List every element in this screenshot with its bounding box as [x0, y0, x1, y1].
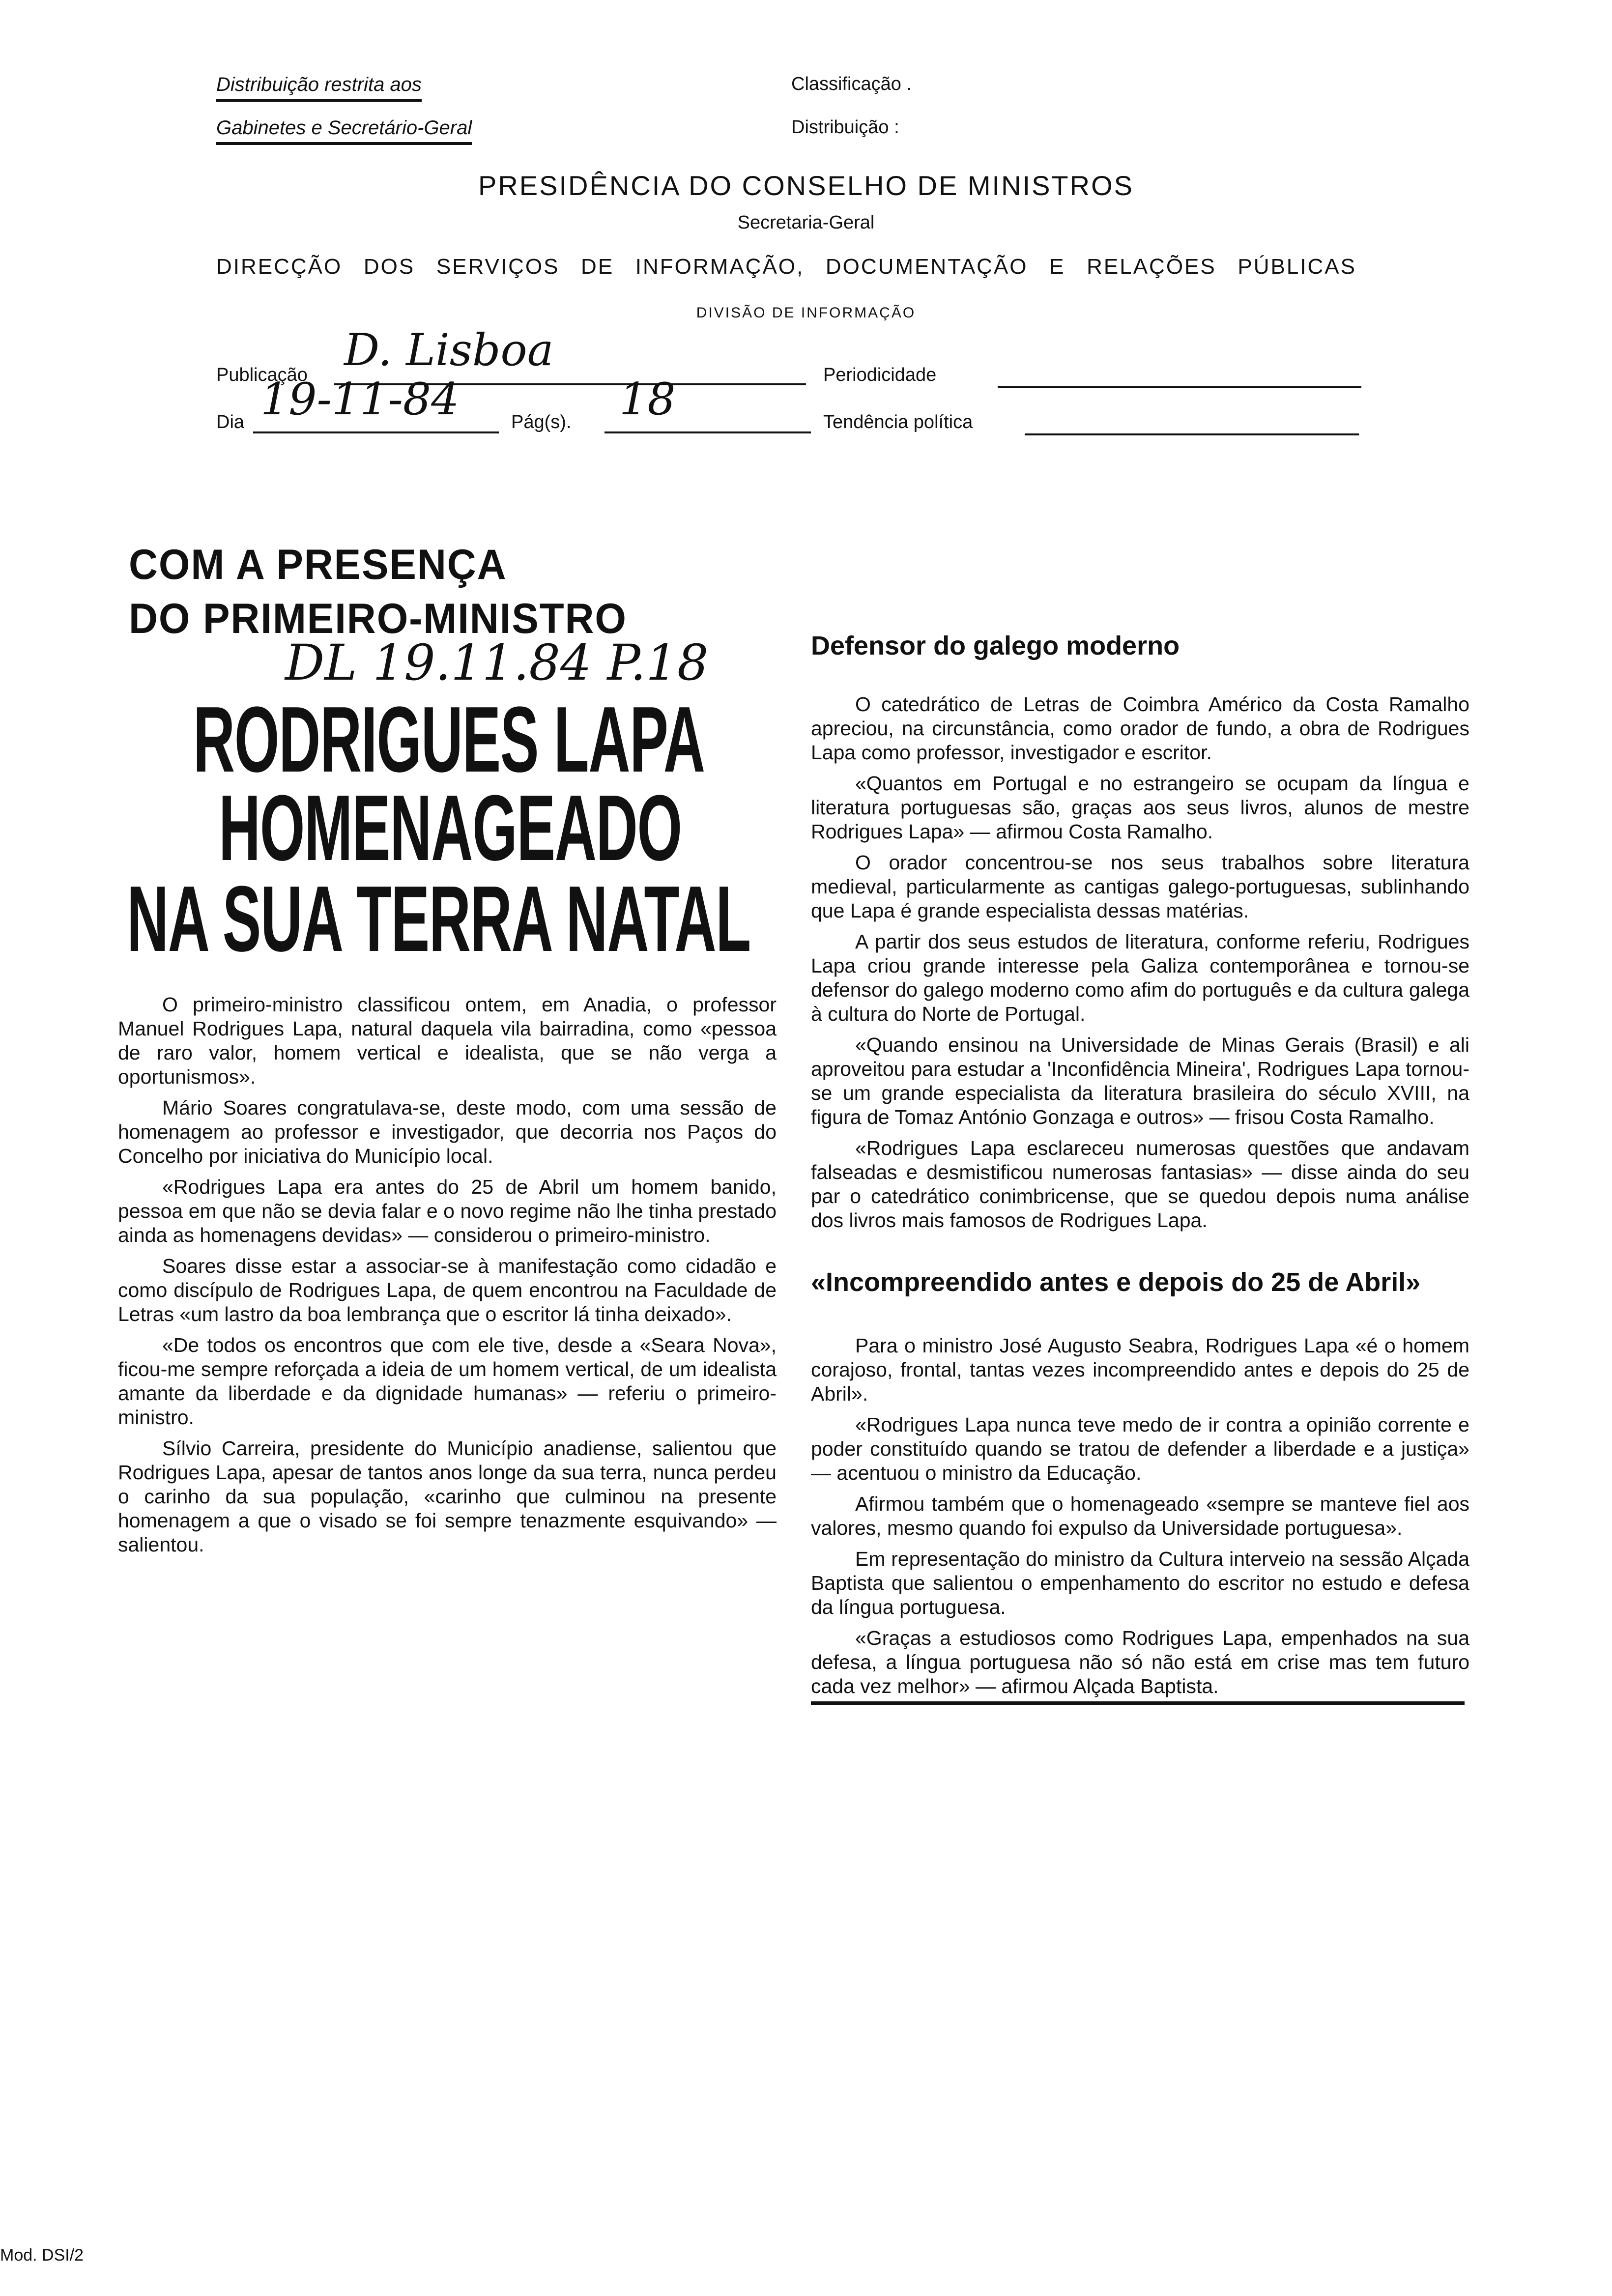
- paragraph: O primeiro-ministro classificou ontem, em Anadia, o professor Manuel Rodrigues Lapa, natural daquela vila bairradina, como «pessoa de raro valor, homem vertical e idealista, que se não verga a oportunismos».: [118, 993, 777, 1088]
- article-end-rule: [811, 1701, 1465, 1705]
- paragraph: O catedrático de Letras de Coimbra Américo da Costa Ramalho apreciou, na circunstância, como orador de fundo, a obra de Rodrigues Lapa como professor, investigador e escritor.: [811, 693, 1469, 764]
- classification-label: Classificação .: [791, 74, 912, 94]
- org-title: PRESIDÊNCIA DO CONSELHO DE MINISTROS: [478, 170, 1134, 201]
- paragraph: «Rodrigues Lapa esclareceu numerosas questões que andavam falseadas e desmistificou numerosas fantasias» — disse ainda do seu par o catedrático conimbricense, que se quedou depois numa análise dos livros mais famosos de Rodrigues Lapa.: [811, 1137, 1469, 1232]
- paragraph: Sílvio Carreira, presidente do Município anadiense, salientou que Rodrigues Lapa, apesar de tantos anos longe da sua terra, nunca perdeu o carinho da sua população, «carinho que culminou na presente homenagem a que o visado se foi sempre tenazmente esquivando» — salientou.: [118, 1437, 777, 1556]
- directorate-title: DIRECÇÃO DOS SERVIÇOS DE INFORMAÇÃO, DOCUMENTAÇÃO E RELAÇÕES PÚBLICAS: [216, 255, 1356, 279]
- paragraph: «De todos os encontros que com ele tive, desde a «Seara Nova», ficou-me sempre reforçada a ideia de um homem vertical, de um idealista amante da liberdade e da dignidade humanas» — referiu o primeiro-ministro.: [118, 1334, 777, 1429]
- paragraph: A partir dos seus estudos de literatura, conforme referiu, Rodrigues Lapa criou grande interesse pela Galiza contemporânea e tornou-se defensor do galego moderno como afim do português e da cultura galega à cultura do Norte de Portugal.: [811, 930, 1469, 1025]
- pages-label: Pág(s).: [511, 412, 572, 432]
- kicker-line2: DO PRIMEIRO-MINISTRO: [129, 595, 627, 642]
- paragraph: «Graças a estudiosos como Rodrigues Lapa, empenhados na sua defesa, a língua portuguesa não só não está em crise mas tem futuro cada vez melhor» — afirmou Alçada Baptista.: [811, 1627, 1469, 1697]
- periodicity-label: Periodicidade: [823, 365, 937, 385]
- day-label: Dia: [216, 412, 245, 432]
- paragraph: Afirmou também que o homenageado «sempre se manteve fiel aos valores, mesmo quando foi expulso da Universidade portuguesa».: [811, 1492, 1469, 1539]
- section-heading-incompreendido: «Incompreendido antes e depois do 25 de Abril»: [811, 1267, 1421, 1297]
- paragraph: «Rodrigues Lapa nunca teve medo de ir contra a opinião corrente e poder constituído quando se tratou de defender a liberdade e a justiça» — acentuou o ministro da Educação.: [811, 1413, 1469, 1484]
- restricted-distribution-line1: Distribuição restrita aos: [216, 74, 422, 102]
- paragraph: Para o ministro José Augusto Seabra, Rodrigues Lapa «é o homem corajoso, frontal, tantas vezes incompreendido antes e depois do 25 de Abril».: [811, 1334, 1469, 1405]
- paragraph: Mário Soares congratulava-se, deste modo, com uma sessão de homenagem ao professor e investigador, que decorria nos Paços do Concelho por iniciativa do Município local.: [118, 1096, 777, 1167]
- form-code: Mod. DSI/2: [0, 2246, 84, 2265]
- right-column-section2: [811, 1267, 1469, 1705]
- restricted-distribution-line2: Gabinetes e Secretário-Geral: [216, 117, 472, 145]
- handwritten-reference-note: DL 19.11.84 P.18: [285, 634, 709, 691]
- headline-line2: HOMENAGEADO: [219, 776, 682, 880]
- distribution-label: Distribuição :: [791, 117, 899, 138]
- paragraph: «Rodrigues Lapa era antes do 25 de Abril um homem banido, pessoa em que não se devia falar e o novo regime não lhe tinha prestado ainda as homenagens devidas» — considerou o primeiro-ministro.: [118, 1176, 777, 1246]
- paragraph: «Quando ensinou na Universidade de Minas Gerais (Brasil) e ali aproveitou para estudar a 'Inconfidência Mineira', Rodrigues Lapa tornou-se um grande especialista da literatura brasileira do século XVIII, na figura de Tomaz António Gonzaga e outros» — frisou Costa Ramalho.: [811, 1033, 1469, 1128]
- paragraph: «Quantos em Portugal e no estrangeiro se ocupam da língua e literatura portuguesas são, graças aos seus livros, alunos de mestre Rodrigues Lapa» — afirmou Costa Ramalho.: [811, 772, 1469, 843]
- paragraph: Soares disse estar a associar-se à manifestação como cidadão e como discípulo de Rodrigues Lapa, de quem encontrou na Faculdade de Letras «um lastro da boa lembrança que o escritor lá tinha deixado».: [118, 1255, 777, 1325]
- publication-value: D. Lisboa: [344, 324, 554, 376]
- division-title: DIVISÃO DE INFORMAÇÃO: [696, 305, 916, 321]
- paragraph: O orador concentrou-se nos seus trabalhos sobre literatura medieval, particularmente as cantigas galego-portuguesas, sublinhando que Lapa é grande especialista dessas matérias.: [811, 851, 1469, 922]
- left-column-body: [118, 993, 777, 1564]
- political-tendency-label: Tendência política: [823, 412, 973, 432]
- headline-line1: RODRIGUES LAPA: [193, 688, 705, 792]
- headline-line3: NA SUA TERRA NATAL: [127, 867, 750, 971]
- day-value: 19-11-84: [260, 373, 460, 425]
- publication-label: Publicação: [216, 365, 308, 385]
- org-subtitle: Secretaria-Geral: [737, 212, 875, 233]
- section-heading-defensor: Defensor do galego moderno: [811, 631, 1180, 660]
- kicker-line1: COM A PRESENÇA: [129, 541, 507, 588]
- pages-value: 18: [619, 373, 676, 425]
- right-column-section1: [811, 631, 1469, 1239]
- paragraph: Em representação do ministro da Cultura interveio na sessão Alçada Baptista que salientou o empenhamento do escritor no estudo e defesa da língua portuguesa.: [811, 1548, 1469, 1618]
